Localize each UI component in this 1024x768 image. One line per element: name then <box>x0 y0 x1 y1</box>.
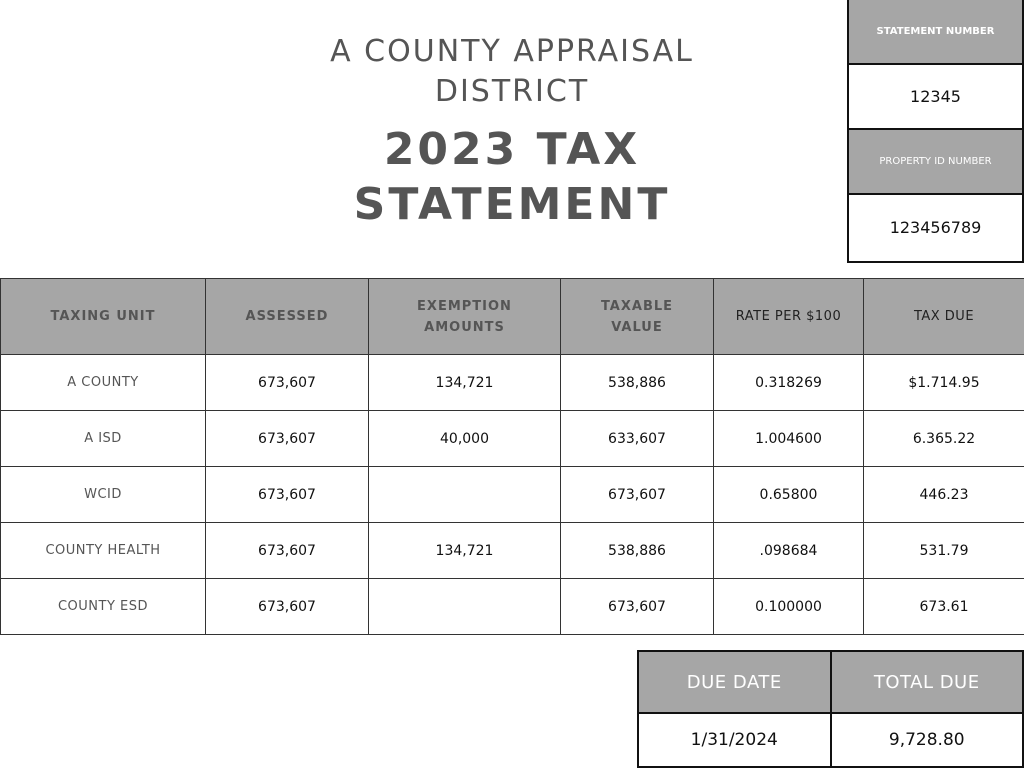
taxable-value-cell: 633,607 <box>561 411 714 467</box>
due-date-value: 1/31/2024 <box>638 713 831 767</box>
tax-due-cell: $1.714.95 <box>864 355 1024 411</box>
assessed-cell: 673,607 <box>206 579 369 635</box>
statement-number-label: STATEMENT NUMBER <box>849 0 1022 65</box>
taxable-value-cell: 673,607 <box>561 579 714 635</box>
taxable-value-cell: 538,886 <box>561 523 714 579</box>
due-date-label: DUE DATE <box>638 651 831 713</box>
assessed-cell: 673,607 <box>206 523 369 579</box>
taxing-unit-cell: COUNTY ESD <box>1 579 206 635</box>
due-summary-table <box>637 650 1024 768</box>
statement-title: 2023 TAX STATEMENT <box>353 124 671 230</box>
rate-cell: 0.100000 <box>714 579 864 635</box>
total-due-value: 9,728.80 <box>831 713 1024 767</box>
column-header-taxable-text: TAXABLE VALUE <box>600 298 674 335</box>
tax-due-cell: 531.79 <box>864 523 1024 579</box>
taxing-unit-cell: A COUNTY <box>1 355 206 411</box>
column-header-taxing-unit: TAXING UNIT <box>1 279 206 355</box>
exemption-cell <box>369 467 561 523</box>
assessed-cell: 673,607 <box>206 467 369 523</box>
rate-cell: 1.004600 <box>714 411 864 467</box>
table-row <box>1 355 1024 411</box>
table-row <box>1 411 1024 467</box>
rate-cell: 0.318269 <box>714 355 864 411</box>
taxing-unit-cell: COUNTY HEALTH <box>1 523 206 579</box>
taxing-unit-cell: A ISD <box>1 411 206 467</box>
rate-cell: .098684 <box>714 523 864 579</box>
table-row <box>1 467 1024 523</box>
exemption-cell: 134,721 <box>369 523 561 579</box>
column-header-taxable-value <box>561 279 714 355</box>
column-header-tax-due: TAX DUE <box>864 279 1024 355</box>
due-summary-header-row <box>638 651 1023 713</box>
tax-due-cell: 673.61 <box>864 579 1024 635</box>
tax-table-header-row <box>1 279 1024 355</box>
district-name: A COUNTY APPRAISAL DISTRICT <box>330 34 694 109</box>
exemption-cell: 40,000 <box>369 411 561 467</box>
statement-number-value: 12345 <box>849 65 1022 130</box>
assessed-cell: 673,607 <box>206 411 369 467</box>
table-row <box>1 579 1024 635</box>
column-header-exemption-amounts <box>369 279 561 355</box>
tax-table <box>0 278 1024 635</box>
tax-due-cell: 6.365.22 <box>864 411 1024 467</box>
property-id-label: PROPERTY ID NUMBER <box>849 130 1022 195</box>
statement-id-box <box>847 0 1024 263</box>
column-header-assessed: ASSESSED <box>206 279 369 355</box>
column-header-exemption-text: EXEMPTION AMOUNTS <box>417 298 512 335</box>
total-due-label: TOTAL DUE <box>831 651 1024 713</box>
due-summary-value-row <box>638 713 1023 767</box>
exemption-cell <box>369 579 561 635</box>
table-row <box>1 523 1024 579</box>
column-header-rate: RATE PER $100 <box>714 279 864 355</box>
tax-due-cell: 446.23 <box>864 467 1024 523</box>
title-block <box>300 32 724 232</box>
assessed-cell: 673,607 <box>206 355 369 411</box>
taxable-value-cell: 673,607 <box>561 467 714 523</box>
taxing-unit-cell: WCID <box>1 467 206 523</box>
exemption-cell: 134,721 <box>369 355 561 411</box>
property-id-value: 123456789 <box>849 195 1022 259</box>
taxable-value-cell: 538,886 <box>561 355 714 411</box>
rate-cell: 0.65800 <box>714 467 864 523</box>
